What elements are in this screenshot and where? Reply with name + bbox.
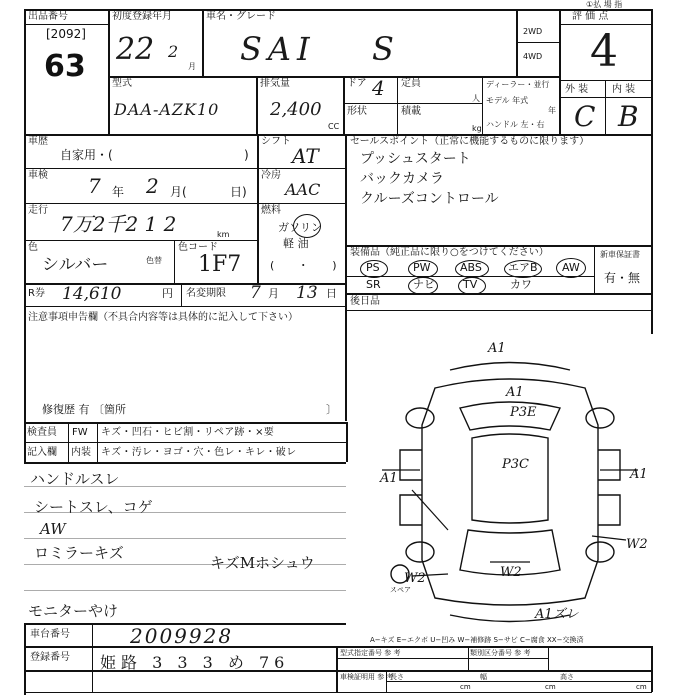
fuel-gasoline: ガソリン xyxy=(278,221,322,234)
equip-aw: AW xyxy=(562,261,580,274)
name-grade-label: 車名・グレード xyxy=(206,11,276,22)
remark-3: AW xyxy=(40,520,66,538)
chassis-value: 2009928 xyxy=(130,624,234,648)
remark-6: モニターやけ xyxy=(28,602,119,620)
remark-5: キズMホシュウ xyxy=(210,554,315,572)
interior-value: B xyxy=(618,100,639,133)
equip-kawa: カワ xyxy=(510,278,532,291)
entry-items: キズ・汚レ・ヨゴ・穴・色レ・キレ・破レ xyxy=(101,447,297,458)
interior-label: 内 装 xyxy=(612,84,636,95)
model-code-label: 型式 xyxy=(112,78,132,89)
name-change-label: 名変期限 xyxy=(186,288,226,299)
doors-label: ドア xyxy=(347,78,367,89)
equip-ps: PS xyxy=(366,261,380,274)
notes-label: 注意事項申告欄（不具合内容等は具体的に記入して下さい） xyxy=(28,312,298,323)
width-cm: cm xyxy=(545,683,556,691)
drive-2wd: 2WD xyxy=(523,27,543,36)
rating-score: 4 xyxy=(590,26,618,77)
remark-4: ロミラーキズ xyxy=(34,544,124,562)
mark-a1-left: A1 xyxy=(380,471,398,486)
handle-label: ハンドル 左・右 xyxy=(486,120,545,129)
rating-label: 評 価 点 xyxy=(572,11,609,22)
lot-code: [2092] xyxy=(46,27,86,41)
name-change-month: 7 xyxy=(250,283,261,303)
inspector-items: キズ・凹石・ヒビ割・リペア跡・×要 xyxy=(101,427,275,438)
exterior-label: 外 装 xyxy=(565,84,589,95)
equip-pw-circle xyxy=(408,260,438,278)
person-unit: 人 xyxy=(472,94,480,103)
fuel-bracket: ( ・ ) xyxy=(270,259,347,272)
mark-w2-rear: W2 xyxy=(500,565,522,580)
equip-navi: ナビ xyxy=(413,278,435,291)
model-code: DAA-AZK10 xyxy=(114,100,220,119)
first-reg-year: 22 xyxy=(116,32,155,67)
name-change-day-unit: 日 xyxy=(326,287,337,300)
equip-aw-circle xyxy=(556,258,586,278)
equip-tv: TV xyxy=(463,278,478,291)
grade: S xyxy=(372,30,394,68)
sales-points-label: セールスポイント（正常に機能するものに限ります） xyxy=(350,136,590,147)
model-year-label: モデル 年式 xyxy=(486,96,529,105)
recycle-value: 14,610 xyxy=(62,284,122,304)
after-docs-label: 後日品 xyxy=(350,296,380,307)
inspection-month-unit: 月( xyxy=(170,185,187,199)
height-label: 高さ xyxy=(560,673,574,681)
new-car-warranty-label: 新車保証書 xyxy=(600,250,640,259)
mark-w2-right: W2 xyxy=(626,537,648,552)
load-label: 積載 xyxy=(401,106,421,117)
mark-a1-zure: A1ズレ xyxy=(535,607,579,622)
mark-p3c: P3C xyxy=(502,457,529,472)
cc-unit: CC xyxy=(328,122,340,131)
certificate-label: 型式指定番号 参 考 xyxy=(340,649,401,657)
fuel-gasoline-circle xyxy=(293,214,321,238)
inspection-year: 7 xyxy=(88,174,101,198)
sales-point-2: バックカメラ xyxy=(360,171,444,187)
equip-airbag: エアB xyxy=(508,261,538,274)
ac-label: 冷房 xyxy=(261,170,281,181)
repair-close: 〕 xyxy=(326,403,337,416)
reg-label: 登録番号 xyxy=(30,652,70,663)
fuel-label: 燃料 xyxy=(261,205,281,216)
equip-tv-circle xyxy=(458,277,486,295)
capacity-label: 定員 xyxy=(401,78,421,89)
color-label: 色 xyxy=(28,242,38,253)
equip-pw: PW xyxy=(413,261,431,274)
lot-number: 63 xyxy=(44,49,86,84)
cert-label: 車検証明用 参 考 xyxy=(340,673,394,681)
spare-label: スペア xyxy=(390,586,411,594)
equip-ps-circle xyxy=(360,260,388,278)
lot-label: 出品番号 xyxy=(28,11,68,22)
height-cm: cm xyxy=(636,683,647,691)
chassis-label: 車台番号 xyxy=(30,629,70,640)
doors: 4 xyxy=(372,76,385,100)
history-label: 車歴 xyxy=(28,136,48,147)
history-close: ) xyxy=(244,148,249,162)
remark-1: ハンドルスレ xyxy=(30,470,120,488)
inspection-label: 車検 xyxy=(28,170,48,181)
repair-label: 修復歴 有 〔箇所 xyxy=(42,403,126,416)
inspection-year-unit: 年 xyxy=(112,185,125,199)
kg-unit: kg xyxy=(472,124,482,133)
inspection-month: 2 xyxy=(146,174,159,198)
car-damage-diagram xyxy=(360,330,660,630)
color-code-label: 色コード xyxy=(178,242,218,253)
equip-abs-circle xyxy=(455,260,489,278)
remark-2: シートスレ、コゲ xyxy=(34,498,153,516)
mileage-value: 7万2千2 1 2 xyxy=(60,212,177,236)
classification-label: 類別区分番号 参 考 xyxy=(470,649,531,657)
equipment-label: 装備品（純正品に限り○をつけてください） xyxy=(350,247,549,258)
mark-a1-front: A1 xyxy=(488,341,506,356)
length-cm: cm xyxy=(460,683,471,691)
width-label: 幅 xyxy=(480,673,487,681)
shift-label: シフト xyxy=(261,136,291,147)
equip-sr: SR xyxy=(366,278,381,291)
color-code: 1F7 xyxy=(198,252,242,277)
length-label: 長さ xyxy=(390,673,404,681)
displacement-label: 排気量 xyxy=(260,78,290,89)
history-value: 自家用・( xyxy=(60,148,113,162)
fuel-diesel: 軽 油 xyxy=(283,237,309,250)
color-value: シルバー xyxy=(42,255,109,275)
equip-airbag-circle xyxy=(504,260,542,278)
warranty-value: 有・無 xyxy=(604,271,641,285)
corner-text: ①払 場 指 xyxy=(586,0,623,9)
name-change-day: 13 xyxy=(296,283,318,303)
dealer-label: ディーラー・並行 xyxy=(486,80,550,89)
entry-label: 記入欄 xyxy=(27,447,57,458)
recycle-yen: 円 xyxy=(162,287,173,300)
year-unit: 年 xyxy=(548,106,556,115)
mark-a1-right: A1 xyxy=(630,467,648,482)
entry-inner: 内装 xyxy=(71,447,91,458)
damage-legend: A−キズ E−エクボ U−凹み W−補修跡 S−サビ C−腐食 XX−交換済 xyxy=(370,636,584,644)
mark-a1-hood: A1 xyxy=(506,385,524,400)
name-change-month-unit: 月 xyxy=(268,287,279,300)
shape-label: 形状 xyxy=(347,106,367,117)
model-name: SAI xyxy=(240,30,316,68)
shift-value: AT xyxy=(292,144,319,168)
color-tone-label: 色替 xyxy=(146,256,162,265)
mark-p3e: P3E xyxy=(510,405,537,420)
km-unit: km xyxy=(217,230,230,239)
displacement: 2,400 xyxy=(270,99,322,120)
first-reg-month: 2 xyxy=(168,42,179,61)
equip-abs: ABS xyxy=(460,261,482,274)
recycle-label: R券 xyxy=(28,288,45,299)
equip-navi-circle xyxy=(408,277,438,295)
mileage-label: 走行 xyxy=(28,205,48,216)
sales-point-1: プッシュスタート xyxy=(360,151,471,167)
mark-w2-left: W2 xyxy=(404,571,426,586)
first-reg-label: 初度登録年月 xyxy=(112,11,172,22)
ac-value: AAC xyxy=(285,180,321,199)
drive-4wd: 4WD xyxy=(523,52,543,61)
exterior-value: C xyxy=(574,100,596,133)
inspector-fw: FW xyxy=(72,427,88,438)
first-reg-month-unit: 月 xyxy=(188,62,196,71)
sales-point-3: クルーズコントロール xyxy=(360,191,499,207)
reg-value: 姫路 3 3 3 め 76 xyxy=(100,653,290,672)
inspector-label: 検査員 xyxy=(27,427,57,438)
inspection-day-unit: 日) xyxy=(230,185,247,199)
